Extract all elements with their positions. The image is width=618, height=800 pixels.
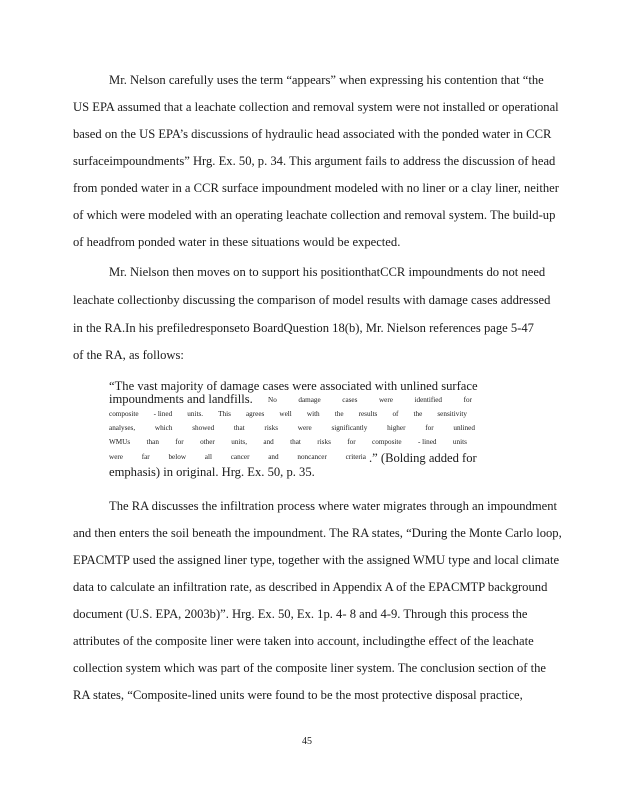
p3-line: attributes of the composite liner were taken into account, includingthe effect of the leachate <box>73 634 534 648</box>
quote-word: identified <box>414 396 443 404</box>
p3-line: RA states, “Composite-lined units were found to be the most protective disposal practice, <box>73 688 523 702</box>
quote-word: higher <box>387 424 406 432</box>
quote-word: the <box>334 410 344 418</box>
quote-line-small <box>109 438 467 447</box>
quote-word: composite <box>109 410 139 418</box>
p3-line: data to calculate an infiltration rate, as described in Appendix A of the EPACMTP background <box>73 580 548 594</box>
quote-word: sensitivity <box>437 410 467 418</box>
quote-word: results <box>358 410 378 418</box>
quote-word: significantly <box>331 424 368 432</box>
quote-word: units <box>452 438 467 446</box>
quote-word: - lined <box>153 410 173 418</box>
quote-word: for <box>425 424 434 432</box>
quote-word: that <box>233 424 245 432</box>
p2-line: of the RA, as follows: <box>73 348 184 362</box>
quote-word: units, <box>231 438 247 446</box>
quote-word: were <box>109 453 123 461</box>
quote-line-small <box>109 410 467 419</box>
quote-word: damage <box>298 396 321 404</box>
quote-word: below <box>168 453 187 461</box>
p3-line: collection system which was part of the composite liner system. The conclusion section of the <box>73 661 546 675</box>
p1-line: surfaceimpoundments” Hrg. Ex. 50, p. 34. This argument fails to address the discussion of head <box>73 154 556 168</box>
p1-line: of headfrom ponded water in these situations would be expected. <box>73 235 401 249</box>
quote-word: were <box>297 424 312 432</box>
quote-word: This <box>218 410 231 418</box>
quote-word: composite <box>372 438 402 446</box>
quote-word: other <box>200 438 215 446</box>
quote-word: criteria <box>345 453 366 461</box>
quote-line-small <box>109 453 366 462</box>
quote-line: “The vast majority of damage cases were associated with unlined surface <box>109 379 478 393</box>
quote-word: and <box>268 453 279 461</box>
quote-word: cancer <box>230 453 250 461</box>
quote-word: and <box>263 438 274 446</box>
quote-line-small <box>109 424 475 433</box>
p2-line: Mr. Nielson then moves on to support his positionthatCCR impoundments do not need <box>109 265 546 279</box>
quote-line-small <box>268 396 472 405</box>
quote-word: showed <box>192 424 215 432</box>
p3-line: document (U.S. EPA, 2003b)”. Hrg. Ex. 50, Ex. 1p. 4- 8 and 4-9. Through this process the <box>73 607 528 621</box>
quote-word: agrees <box>245 410 265 418</box>
quote-word: were <box>378 396 393 404</box>
p1-line: from ponded water in a CCR surface impoundment modeled with no liner or a clay liner, neither <box>73 181 559 195</box>
quote-word: cases <box>342 396 358 404</box>
quote-word: all <box>204 453 212 461</box>
quote-word: well <box>279 410 292 418</box>
quote-word: than <box>146 438 159 446</box>
p3-line: EPACMTP used the assigned liner type, together with the assigned WMU type and local climate <box>73 553 560 567</box>
quote-word: which <box>154 424 173 432</box>
p1-line: of which were modeled with an operating leachate collection and removal system. The build-up <box>73 208 556 222</box>
quote-word: far <box>141 453 150 461</box>
quote-word: for <box>175 438 184 446</box>
p1-line: based on the US EPA’s discussions of hydraulic head associated with the ponded water in CCR <box>73 127 552 141</box>
quote-line: emphasis) in original. Hrg. Ex. 50, p. 35. <box>109 465 315 479</box>
page-number: 45 <box>302 736 312 747</box>
p2-line: in the RA.In his prefiledresponseto BoardQuestion 18(b), Mr. Nielson references page 5-47 <box>73 321 534 335</box>
p3-line: The RA discusses the infiltration process where water migrates through an impoundment <box>109 499 558 513</box>
quote-word: of <box>392 410 399 418</box>
p1-line: Mr. Nelson carefully uses the term “appears” when expressing his contention that “the <box>109 73 544 87</box>
quote-word: units. <box>187 410 204 418</box>
quote-word: with <box>306 410 320 418</box>
p2-line: leachate collectionby discussing the comparison of model results with damage cases addressed <box>73 293 551 307</box>
p1-line: US EPA assumed that a leachate collection and removal system were not installed or operational <box>73 100 559 114</box>
quote-word: WMUs <box>109 438 131 446</box>
quote-word: for <box>347 438 356 446</box>
quote-word: for <box>463 396 472 404</box>
quote-word: that <box>290 438 301 446</box>
quote-line: .” (Bolding added for <box>369 451 477 465</box>
quote-word: unlined <box>453 424 475 432</box>
quote-line: impoundments and landfills. <box>109 392 253 406</box>
quote-word: noncancer <box>297 453 327 461</box>
quote-word: risks <box>317 438 331 446</box>
quote-word: the <box>413 410 423 418</box>
quote-word: No <box>268 396 277 404</box>
p3-line: and then enters the soil beneath the impoundment. The RA states, “During the Monte Carlo loop, <box>73 526 562 540</box>
quote-word: analyses, <box>109 424 136 432</box>
quote-word: - lined <box>417 438 437 446</box>
quote-word: risks <box>264 424 279 432</box>
